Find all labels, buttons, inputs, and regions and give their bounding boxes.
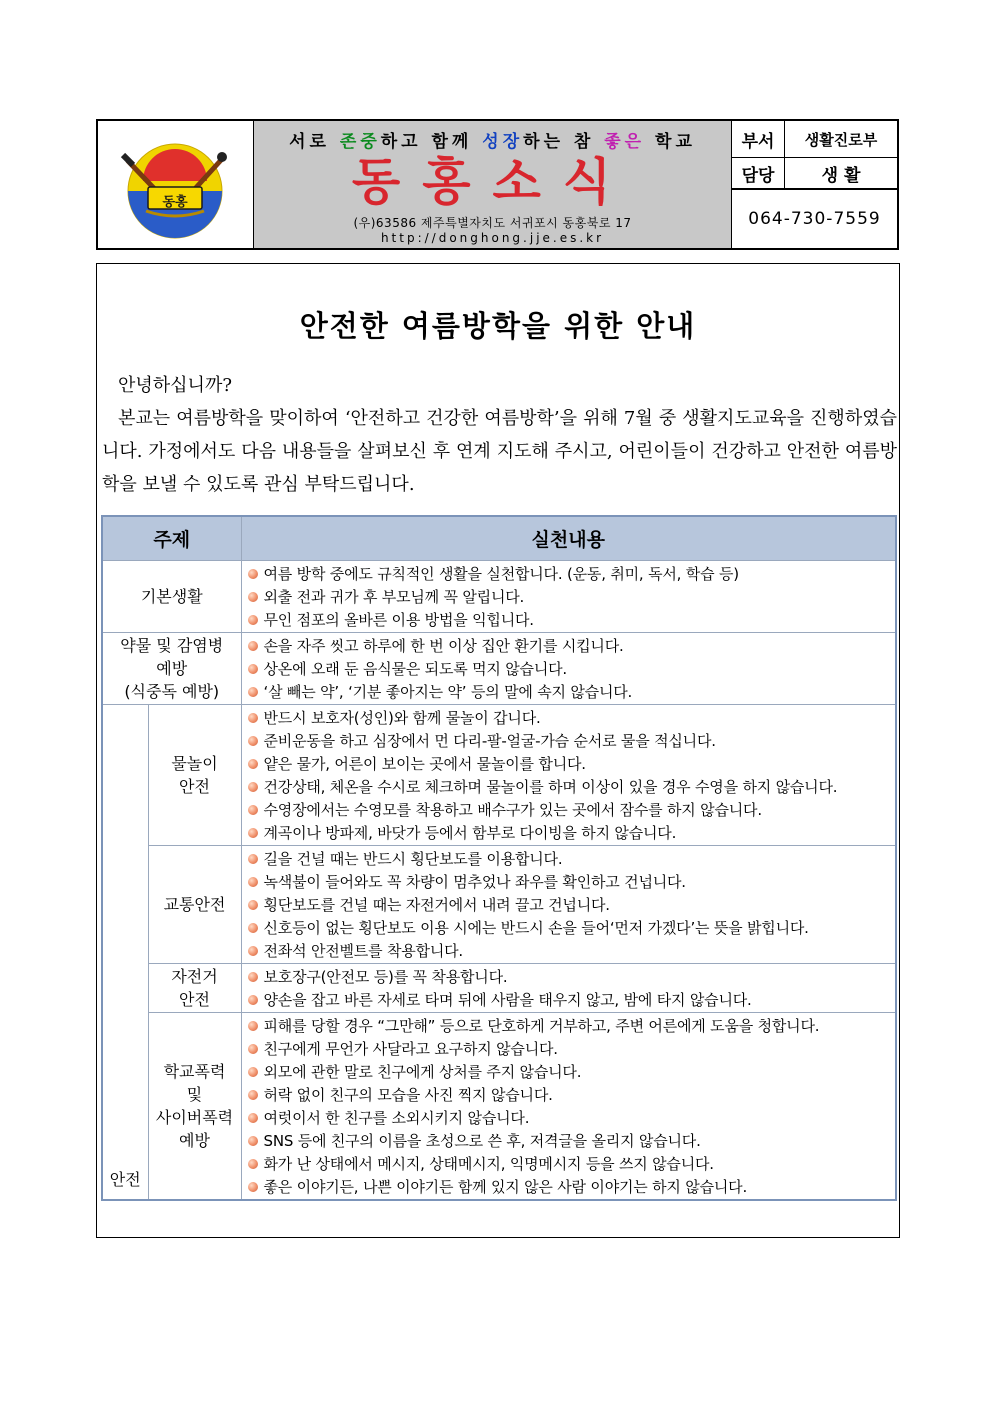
bullet-icon <box>248 995 258 1005</box>
category-bike-line: 자전거 <box>171 967 218 986</box>
category-water-line: 물놀이 <box>171 754 218 773</box>
category-water <box>148 705 241 846</box>
item-text: 피해를 당할 경우 “그만해” 등으로 단호하게 거부하고, 주변 어른에게 도움을 청합니다. <box>263 1017 820 1035</box>
item-text: 보호장구(안전모 등)를 꼭 착용합니다. <box>263 968 508 986</box>
list-item <box>248 608 896 631</box>
category-water-line: 안전 <box>179 777 210 796</box>
list-item <box>248 965 896 988</box>
bullet-icon <box>248 828 258 838</box>
category-disease <box>102 633 241 705</box>
slogan-word-good: 좋은 <box>604 132 646 152</box>
list-item <box>248 562 896 585</box>
item-text: SNS 등에 친구의 이름을 초성으로 쓴 후, 저격글을 올리지 않습니다. <box>263 1132 701 1150</box>
item-text: 양손을 잡고 바른 자세로 타며 뒤에 사람을 태우지 않고, 밤에 타지 않습니다. <box>263 991 752 1009</box>
item-text: 건강상태, 체온을 수시로 체크하며 물놀이를 하며 이상이 있을 경우 수영을 하지 않습니다. <box>263 778 838 796</box>
list-item <box>248 893 896 916</box>
item-text: 녹색불이 들어와도 꼭 차량이 멈추었나 좌우를 확인하고 건넙니다. <box>263 873 686 891</box>
item-text: 전좌석 안전벨트를 착용합니다. <box>263 942 463 960</box>
bullet-icon <box>248 1113 258 1123</box>
phone-number: 064-730-7559 <box>748 209 881 229</box>
list-item <box>248 706 896 729</box>
guidance-table <box>101 515 897 1201</box>
bullet-icon <box>248 923 258 933</box>
table-header-row <box>102 516 896 561</box>
intro-paragraph: 본교는 여름방학을 맞이하여 ‘안전하고 건강한 여름방학’을 위해 7월 중 생활지도교육을 진행하였습니다. 가정에서도 다음 내용들을 살펴보신 후 연계 지도해 주시고, 어린이들이 건강하고 안전한 여름방학을 보낼 수 있도록 관심 부탁드립니다. <box>102 408 897 495</box>
school-emblem-icon <box>98 121 251 248</box>
category-violence-line: 사이버폭력 <box>155 1108 234 1127</box>
item-text: 준비운동을 하고 심장에서 먼 다리-팔-얼굴-가슴 순서로 물을 적십니다. <box>263 732 716 750</box>
bullet-icon <box>248 1159 258 1169</box>
item-text: 반드시 보호자(성인)와 함께 물놀이 갑니다. <box>263 709 541 727</box>
list-item <box>248 775 896 798</box>
item-text: 신호등이 없는 횡단보도 이용 시에는 반드시 손을 들어‘먼저 가겠다’는 뜻을 밝힙니다. <box>263 919 809 937</box>
slogan-word-respect: 존중 <box>339 132 381 152</box>
item-text: 수영장에서는 수영모를 착용하고 배수구가 있는 곳에서 잠수를 하지 않습니다. <box>263 801 762 819</box>
list-item <box>248 657 896 680</box>
list-item <box>248 752 896 775</box>
category-bike-line: 안전 <box>179 990 210 1009</box>
bullet-icon <box>248 1182 258 1192</box>
dept-value: 생활진로부 <box>804 130 878 149</box>
table-row-traffic <box>102 846 896 964</box>
item-text: 길을 건널 때는 반드시 횡단보도를 이용합니다. <box>263 850 563 868</box>
table-row-disease <box>102 633 896 705</box>
list-item <box>248 988 896 1011</box>
items-basic <box>241 561 896 633</box>
item-text: 외모에 관한 말로 친구에게 상처를 주지 않습니다. <box>263 1063 582 1081</box>
list-item <box>248 634 896 657</box>
list-item <box>248 1083 896 1106</box>
category-traffic: 교통안전 <box>148 846 241 964</box>
category-violence-line: 및 <box>186 1085 203 1104</box>
greeting: 안녕하십니까? <box>118 375 232 396</box>
dept-label: 부서 <box>732 121 785 157</box>
list-item <box>248 1106 896 1129</box>
item-text: 여름 방학 중에도 규칙적인 생활을 실천합니다. (운동, 취미, 독서, 학습 등) <box>263 565 739 583</box>
bullet-icon <box>248 1136 258 1146</box>
item-text: 허락 없이 친구의 모습을 사진 찍지 않습니다. <box>263 1086 553 1104</box>
items-water <box>241 705 896 846</box>
category-violence-line: 예방 <box>179 1131 210 1150</box>
bullet-icon <box>248 664 258 674</box>
list-item <box>248 729 896 752</box>
contact-info <box>732 121 897 248</box>
bullet-icon <box>248 1067 258 1077</box>
slogan-word-growth: 성장 <box>482 132 524 152</box>
slogan-text: 학교 <box>645 132 696 152</box>
list-item <box>248 1014 896 1037</box>
bullet-icon <box>248 854 258 864</box>
bullet-icon <box>248 641 258 651</box>
bullet-icon <box>248 759 258 769</box>
item-text: 여럿이서 한 친구를 소외시키지 않습니다. <box>263 1109 530 1127</box>
category-bike <box>148 964 241 1013</box>
dept-row <box>732 121 897 158</box>
slogan-text: 하고 함께 <box>380 132 483 152</box>
charge-row <box>732 158 897 190</box>
item-text: 화가 난 상태에서 메시지, 상태메시지, 익명메시지 등을 쓰지 않습니다. <box>263 1155 714 1173</box>
list-item <box>248 1175 896 1198</box>
title-block <box>254 121 732 248</box>
bullet-icon <box>248 877 258 887</box>
items-bike <box>241 964 896 1013</box>
category-disease-line: (식중독 예방) <box>124 682 220 701</box>
bullet-icon <box>248 782 258 792</box>
bullet-icon <box>248 615 258 625</box>
item-text: 무인 점포의 올바른 이용 방법을 익힙니다. <box>263 611 534 629</box>
item-text: ‘살 빼는 약’, ‘기분 좋아지는 약’ 등의 말에 속지 않습니다. <box>263 683 633 701</box>
list-item <box>248 821 896 844</box>
newsletter-header <box>96 119 899 250</box>
items-traffic <box>241 846 896 964</box>
items-disease <box>241 633 896 705</box>
list-item <box>248 1060 896 1083</box>
bullet-icon <box>248 972 258 982</box>
list-item <box>248 798 896 821</box>
list-item <box>248 939 896 962</box>
list-item <box>248 585 896 608</box>
item-text: 손을 자주 씻고 하루에 한 번 이상 집안 환기를 시킵니다. <box>263 637 624 655</box>
list-item <box>248 870 896 893</box>
slogan-text: 하는 참 <box>523 132 605 152</box>
bullet-icon <box>248 687 258 697</box>
category-violence <box>148 1013 241 1201</box>
table-row-basic <box>102 561 896 633</box>
notice-title: 안전한 여름방학을 위한 안내 <box>299 309 697 343</box>
list-item <box>248 916 896 939</box>
bullet-icon <box>248 736 258 746</box>
slogan-text: 서로 <box>289 132 340 152</box>
list-item <box>248 1037 896 1060</box>
category-safety: 안전 <box>102 705 148 1201</box>
list-item <box>248 1152 896 1175</box>
item-text: 친구에게 무언가 사달라고 요구하지 않습니다. <box>263 1040 558 1058</box>
list-item <box>248 680 896 703</box>
header-content: 실천내용 <box>241 516 896 561</box>
charge-label: 담당 <box>732 158 785 188</box>
charge-value: 생 활 <box>821 165 861 186</box>
table-row-violence <box>102 1013 896 1201</box>
items-violence <box>241 1013 896 1201</box>
list-item <box>248 1129 896 1152</box>
school-slogan <box>254 127 731 152</box>
bullet-icon <box>248 1021 258 1031</box>
table-row-bike <box>102 964 896 1013</box>
bullet-icon <box>248 900 258 910</box>
table-row-water <box>102 705 896 846</box>
header-topic: 주제 <box>102 516 241 561</box>
bullet-icon <box>248 946 258 956</box>
item-text: 좋은 이야기든, 나쁜 이야기든 함께 있지 않은 사람 이야기는 하지 않습니다. <box>263 1178 748 1196</box>
bullet-icon <box>248 1090 258 1100</box>
logo-text: 동홍 <box>162 195 188 210</box>
item-text: 얕은 물가, 어른이 보이는 곳에서 물놀이를 합니다. <box>263 755 586 773</box>
school-url[interactable]: http://donghong.jje.es.kr <box>380 231 605 245</box>
category-violence-line: 학교폭력 <box>163 1062 226 1081</box>
bullet-icon <box>248 1044 258 1054</box>
item-text: 상온에 오래 둔 음식물은 되도록 먹지 않습니다. <box>263 660 567 678</box>
item-text: 횡단보도를 건널 때는 자전거에서 내려 끌고 건넙니다. <box>263 896 610 914</box>
item-text: 외출 전과 귀가 후 부모님께 꼭 알립니다. <box>263 588 525 606</box>
bullet-icon <box>248 805 258 815</box>
list-item <box>248 847 896 870</box>
newsletter-title: 동홍소식 <box>351 152 634 211</box>
bullet-icon <box>248 592 258 602</box>
item-text: 계곡이나 방파제, 바닷가 등에서 함부로 다이빙을 하지 않습니다. <box>263 824 677 842</box>
bullet-icon <box>248 713 258 723</box>
bullet-icon <box>248 569 258 579</box>
category-disease-line: 약물 및 감염병 <box>120 636 224 655</box>
notice-body <box>96 263 900 1238</box>
category-basic: 기본생활 <box>102 561 241 633</box>
school-logo <box>98 121 254 248</box>
category-disease-line: 예방 <box>156 659 188 678</box>
school-address: (우)63586 제주특별자치도 서귀포시 동홍북로 17 <box>353 216 632 230</box>
